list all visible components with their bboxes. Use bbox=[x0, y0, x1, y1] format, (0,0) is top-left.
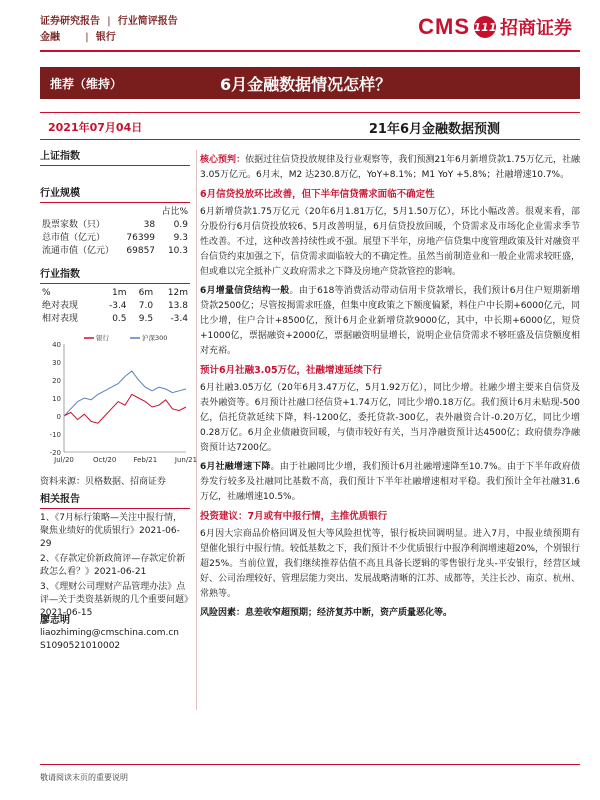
report-subtitle: 21年6月金融数据预测 bbox=[368, 122, 500, 137]
table-row: 总市值（亿元） 76399 9.3 bbox=[42, 233, 188, 243]
y-tick-label: 40 bbox=[52, 341, 61, 349]
x-tick-label: Feb/21 bbox=[133, 456, 158, 464]
report-body bbox=[200, 153, 580, 625]
y-tick-label: 10 bbox=[52, 395, 61, 403]
x-tick-label: Jun/21 bbox=[174, 456, 198, 464]
rating: 推荐（维持） bbox=[50, 77, 123, 91]
paragraph: 6月因大宗商品价格回调及恒大等风险担忧等，银行板块回调明显。进入7月，中报业绩预期有望催化银行中报行情。较低基数之下，我们预计不少优质银行中报净利润增速超20%，个别银行超25%。当前位置，我们继续推荐估值不高且具备长逻辑的零售银行龙头-平安银行，经营区域好、公司治理较好、管理层能力突出、发展战略清晰的江苏、成都等，关注长沙、南京、杭州、常熟等。 bbox=[200, 529, 581, 599]
logo-badge-icon: 111 bbox=[474, 16, 496, 38]
sidebar bbox=[40, 150, 198, 620]
risk-factors: 风险因素：息差收窄超预期；经济复苏中断，资产质量恶化等。 bbox=[200, 608, 453, 618]
section-heading: 投资建议：7月或有中报行情，主推优质银行 bbox=[200, 511, 388, 522]
report-subsector: 银行 bbox=[95, 32, 116, 43]
paragraph: 6月社融3.05万亿（20年6月3.47万亿，5月1.92万亿），同比少增。社融少增主要来自信贷及表外融资等。6月预计社融口径信贷+1.74万亿，同比少增0.18万亿。我们预计6月未贴现-500亿，信托贷款延续下降，料-1200亿，委托贷款-300亿，表外融资合计-0.20万亿，同比少增0.28万亿。6月企业债融资回暖，与债市较好有关，当月净融资预计达4500亿；政府债券净融资预计达7200亿。 bbox=[200, 383, 580, 453]
table-row: 流通市值（亿元） 69857 10.3 bbox=[42, 246, 188, 256]
header-rule bbox=[40, 50, 580, 52]
cms-logo: CMS 111 招商证券 bbox=[418, 14, 572, 39]
table-row: 股票家数（只） 38 0.9 bbox=[42, 220, 188, 230]
analyst-block bbox=[40, 614, 190, 653]
report-date: 2021年07月04日 bbox=[48, 121, 143, 134]
related-title: 相关报告 bbox=[40, 493, 190, 509]
column-divider bbox=[196, 150, 197, 710]
report-category: 行业简评报告 bbox=[117, 16, 178, 27]
report-meta: 证券研究报告 | 行业简评报告 金融 | 银行 bbox=[40, 14, 178, 46]
paragraph: 6月新增贷款1.75万亿元（20年6月1.81万亿，5月1.50万亿），环比小幅改善。很观来看，部分股份行6月信贷投放较6、5月改善明显，6月信贷投放回暖，个贷需求及市场化企业需求季节性改善。不过，这种改善持续性或不强。展望下半年，房地产信贷集中度管理政策及针对融资平台信贷约束加强之下，信贷需求面临较大的不确定性。虽然当前制造业和一般企业需求较旺盛，但或难以完全抵补广义政府需求之下降及房地产贷款管控的影响。 bbox=[200, 207, 580, 277]
index-chart bbox=[40, 330, 198, 470]
related-item[interactable]: 2、《存款定价新政简评—存款定价新政怎么看？》2021-06-21 bbox=[40, 554, 186, 577]
y-tick-label: -10 bbox=[49, 431, 61, 439]
page-title: 6月金融数据情况怎样？ bbox=[220, 75, 392, 94]
section-heading: 6月信贷投放环比改善，但下半年信贷需求面临不确定性 bbox=[200, 189, 435, 200]
analyst-name: 廖志明 bbox=[40, 615, 70, 626]
y-tick-label: 20 bbox=[52, 377, 61, 385]
table-row: 绝对表现 -3.4 7.0 13.8 bbox=[42, 301, 188, 311]
y-tick-label: 0 bbox=[56, 413, 61, 421]
perf-title: 行业指数 bbox=[40, 268, 190, 284]
section-heading: 预计6月社融3.05万亿，社融增速延续下行 bbox=[200, 365, 383, 376]
perf-table: % 1m 6m 12m 绝对表现 -3.4 7.0 13.8 相对表现 0.5 9.5 -3.4 bbox=[42, 288, 188, 324]
footer-note: 敬请阅读末页的重要说明 bbox=[40, 773, 128, 782]
source-note: 资料来源：贝格数据、招商证券 bbox=[40, 477, 167, 487]
index-title: 上证指数 bbox=[40, 150, 190, 166]
scale-title: 行业规模 bbox=[40, 187, 190, 203]
related-item[interactable]: 3、《理财公司理财产品管理办法》点评—关于类资基新规的几个重要问题》2021-06-15 bbox=[40, 582, 189, 618]
y-tick-label: -20 bbox=[49, 449, 61, 457]
report-sector: 金融 bbox=[40, 32, 60, 43]
related-item[interactable]: 1、《7月标行策略—关注中报行情，聚焦业绩好的优质银行》2021-06-29 bbox=[40, 513, 182, 549]
x-tick-label: Oct/20 bbox=[92, 456, 117, 464]
y-tick-label: 30 bbox=[52, 359, 61, 367]
analyst-email[interactable]: liaozhiming@cmschina.com.cn bbox=[40, 628, 180, 638]
paragraph: 6月社融增速下降。由于社融同比少增，我们预计6月社融增速降至10.7%。由于下半年政府债券发行较多及社融同比基数不高，我们预计下半年社融增速相对平稳。我们预计全年社融31.6万亿，社融增速10.5%。 bbox=[200, 462, 580, 502]
x-tick-label: Jul/20 bbox=[54, 456, 74, 464]
analyst-id: S1090521010002 bbox=[40, 641, 121, 651]
title-banner bbox=[40, 67, 580, 99]
core-forecast: 核心预判：依据过往信贷投放规律及行业观察等，我们预测21年6月新增贷款1.75万亿元，社融3.05万亿元。6月末，M2 达230.8万亿，YoY+8.1%；M1 YoY +5.8%；社融增速10.7%。 bbox=[200, 155, 580, 180]
legend-label: 银行 bbox=[96, 334, 109, 342]
footer-rule bbox=[40, 764, 580, 765]
series-line-1 bbox=[64, 371, 186, 416]
date-row bbox=[40, 112, 580, 140]
paragraph: 6月增量信贷结构一般。由于618等消费活动带动信用卡贷款增长，我们预计6月住户短期新增贷款2500亿；尽管按揭需求旺盛，但集中度政策之下额度偏紧，料住户中长期+6000亿元，同比少增，住户合计+8500亿，预计6月企业新增贷款9000亿，其中，中长期+6000亿，短贷+1000亿，票据融资+2000亿，票据融资明显增长，说明企业信贷需求不够旺盛及信贷额度相对充裕。 bbox=[200, 286, 581, 356]
report-type: 证券研究报告 bbox=[40, 16, 100, 27]
table-row: 相对表现 0.5 9.5 -3.4 bbox=[42, 314, 188, 324]
legend-label: 沪深300 bbox=[142, 334, 168, 342]
scale-table: 占比% 股票家数（只） 38 0.9 总市值（亿元） 76399 9.3 流通市值（亿元） 69857 10.3 bbox=[42, 207, 188, 256]
